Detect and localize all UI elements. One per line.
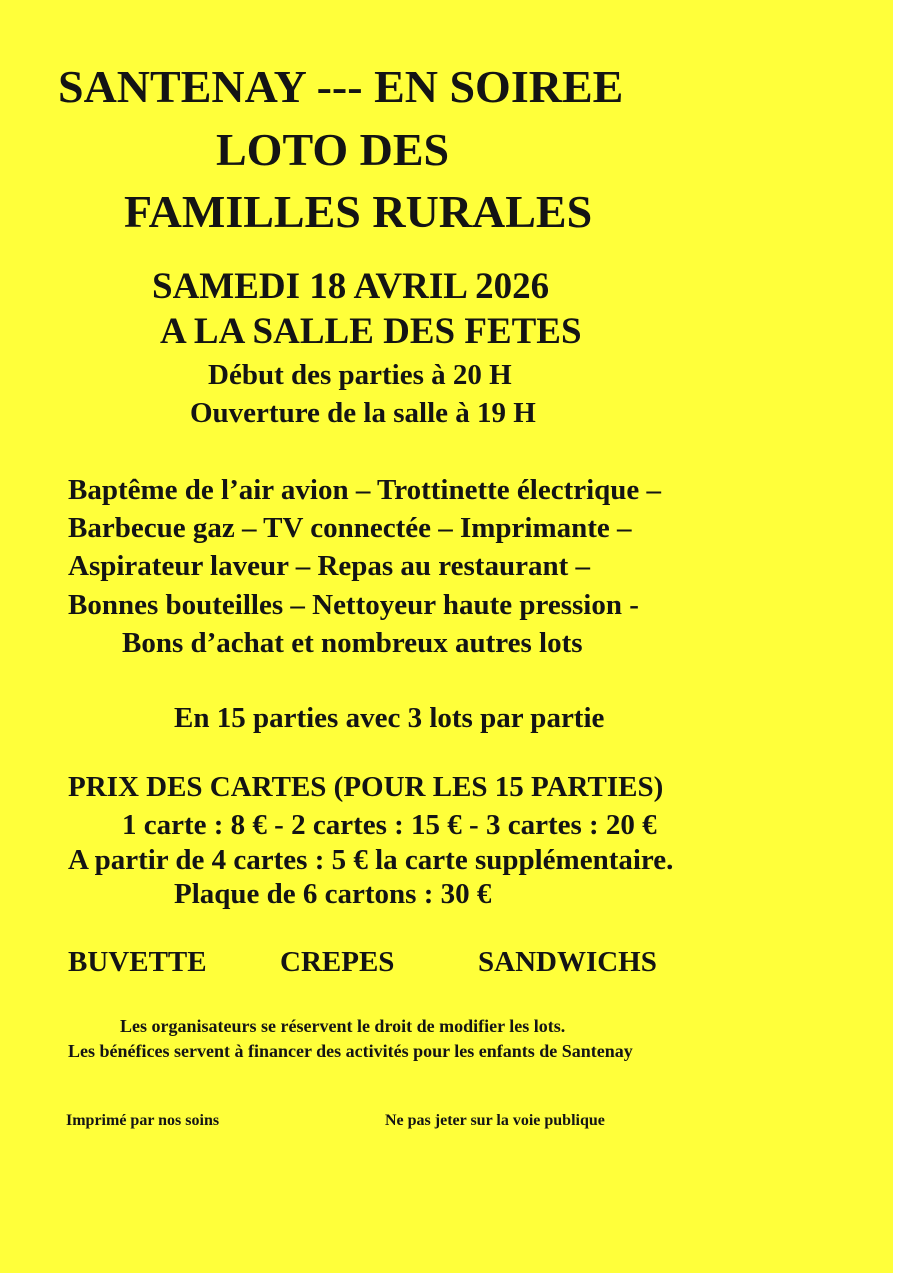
event-venue: A LA SALLE DES FETES — [160, 311, 582, 352]
pricing-heading: PRIX DES CARTES (POUR LES 15 PARTIES) — [68, 771, 664, 803]
amenity-crepes: CREPES — [280, 946, 395, 978]
prize-line: Bons d’achat et nombreux autres lots — [122, 627, 583, 659]
amenity-sandwichs: SANDWICHS — [478, 946, 657, 978]
start-time: Début des parties à 20 H — [208, 359, 512, 391]
pricing-line-1: 1 carte : 8 € - 2 cartes : 15 € - 3 cartes : 20 € — [122, 809, 657, 841]
event-date: SAMEDI 18 AVRIL 2026 — [152, 266, 550, 307]
amenity-buvette: BUVETTE — [68, 946, 207, 978]
note-line: Les organisateurs se réservent le droit de modifier les lots. — [120, 1016, 566, 1036]
games-info: En 15 parties avec 3 lots par partie — [174, 702, 605, 734]
footer-do-not-litter: Ne pas jeter sur la voie publique — [385, 1112, 605, 1129]
title-line-3: FAMILLES RURALES — [124, 186, 593, 237]
note-line: Les bénéfices servent à financer des activités pour les enfants de Santenay — [68, 1041, 633, 1061]
prize-line: Aspirateur laveur – Repas au restaurant – — [68, 550, 590, 582]
pricing-line-2: A partir de 4 cartes : 5 € la carte supplémentaire. — [68, 844, 674, 876]
title-line-2: LOTO DES — [216, 124, 450, 175]
prize-line: Barbecue gaz – TV connectée – Imprimante – — [68, 512, 632, 544]
opening-time: Ouverture de la salle à 19 H — [190, 397, 536, 429]
prize-line: Baptême de l’air avion – Trottinette électrique – — [68, 474, 662, 506]
prize-line: Bonnes bouteilles – Nettoyeur haute pression - — [68, 589, 639, 621]
pricing-line-3: Plaque de 6 cartons : 30 € — [174, 878, 492, 910]
footer-printed-by: Imprimé par nos soins — [66, 1112, 220, 1129]
title-line-1: SANTENAY --- EN SOIREE — [58, 61, 624, 112]
